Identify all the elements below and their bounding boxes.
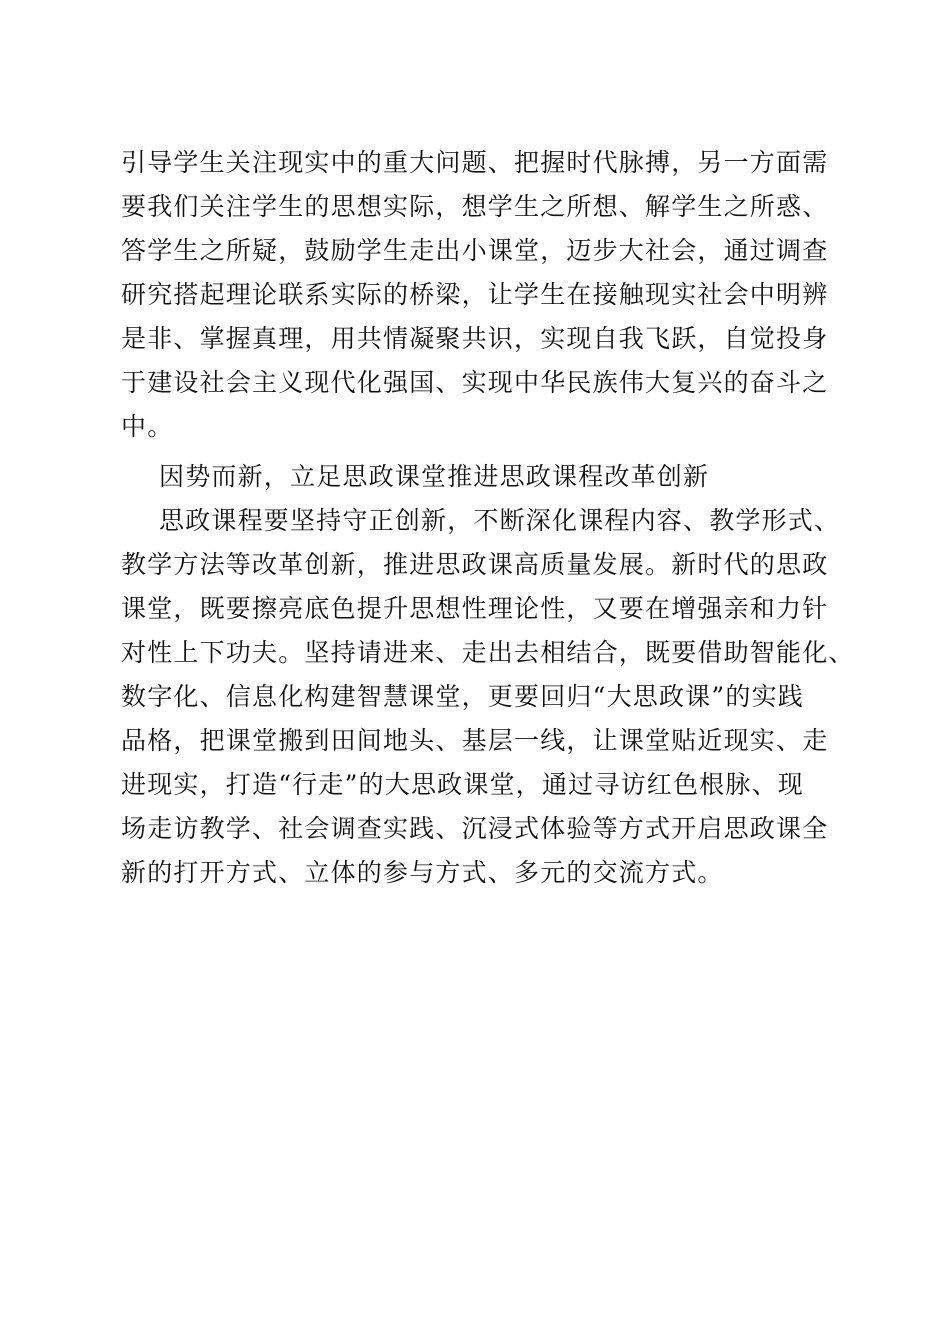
paragraph-line: 中。: [121, 412, 174, 441]
paragraph-line: 品格，把课堂搬到田间地头、基层一线，让课堂贴近现实、走: [121, 726, 829, 755]
paragraph-line: 是非、掌握真理，用共情凝聚共识，实现自我飞跃，自觉投身: [121, 324, 829, 353]
paragraph-line: 进现实，打造“行走”的大思政课堂，通过寻访红色根脉、现: [121, 770, 804, 799]
paragraph-line: 教学方法等改革创新，推进思政课高质量发展。新时代的思政: [121, 550, 829, 579]
paragraph-line: 新的打开方式、立体的参与方式、多元的交流方式。: [121, 858, 724, 887]
paragraph-line: 答学生之所疑，鼓励学生走出小课堂，迈步大社会，通过调查: [121, 236, 829, 265]
paragraph-line: 引导学生关注现实中的重大问题、把握时代脉搏，另一方面需: [121, 148, 829, 177]
section-heading: 因势而新，立足思政课堂推进思政课程改革创新: [159, 462, 710, 491]
paragraph-line: 对性上下功夫。坚持请进来、走出去相结合，既要借助智能化、: [121, 638, 855, 667]
paragraph-line: 研究搭起理论联系实际的桥梁，让学生在接触现实社会中明辨: [121, 280, 829, 309]
paragraph-line: 场走访教学、社会调查实践、沉浸式体验等方式开启思政课全: [121, 814, 829, 843]
paragraph-line: 思政课程要坚持守正创新，不断深化课程内容、教学形式、: [159, 506, 841, 535]
paragraph-continuation: [121, 141, 841, 449]
paragraph-line: 要我们关注学生的思想实际，想学生之所想、解学生之所惑、: [121, 192, 829, 221]
section: [121, 455, 855, 895]
paragraph-line: 数字化、信息化构建智慧课堂，更要回归“大思政课”的实践: [121, 682, 804, 711]
paragraph-line: 课堂，既要擦亮底色提升思想性理论性，又要在增强亲和力针: [121, 594, 829, 623]
paragraph-line: 于建设社会主义现代化强国、实现中华民族伟大复兴的奋斗之: [121, 368, 829, 397]
